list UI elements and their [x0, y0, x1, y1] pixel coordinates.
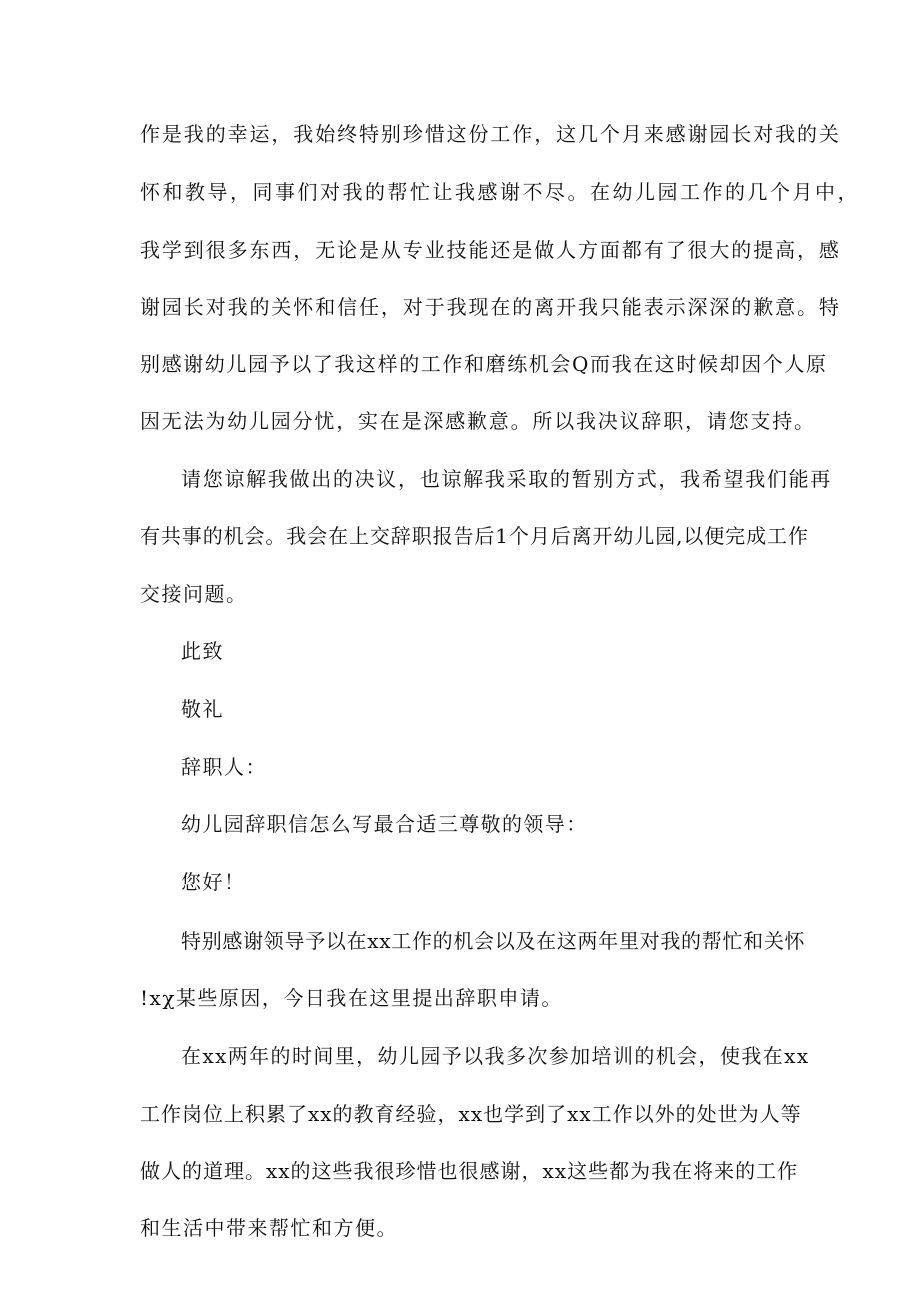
- text-line: 和生活中带来帮忙和方便。: [140, 1216, 398, 1240]
- text-line: 别感谢幼儿园予以了我这样的工作和磨练机会Q而我在这时候却因个人原: [140, 352, 828, 376]
- text-line: 有共事的机会。我会在上交辞职报告后1个月后离开幼儿园,以便完成工作: [140, 524, 809, 548]
- text-line: 请您谅解我做出的决议，也谅解我采取的暂别方式，我希望我们能再: [181, 467, 832, 491]
- section-heading: 幼儿园辞职信怎么写最合适三尊敬的领导：: [181, 812, 588, 836]
- text-line: 因无法为幼儿园分忧，实在是深感歉意。所以我决议辞职，请您支持。: [140, 409, 816, 433]
- text-line: 交接问题。: [140, 582, 248, 606]
- closing-line: 此致: [181, 639, 224, 663]
- text-line: 工作岗位上积累了xx的教育经验，xx也学到了xx工作以外的处世为人等: [140, 1102, 802, 1126]
- text-line: 我学到很多东西，无论是从专业技能还是做人方面都有了很大的提高，感: [140, 238, 841, 262]
- text-line: 特别感谢领导予以在xx工作的机会以及在这两年里对我的帮忙和关怀: [181, 929, 806, 953]
- text-line: 怀和教导，同事们对我的帮忙让我感谢不尽。在幼儿园工作的几个月中，: [140, 180, 860, 204]
- text-line: !xχ某些原因，今日我在这里提出辞职申请。: [140, 986, 563, 1010]
- closing-line: 敬礼: [181, 697, 224, 721]
- text-line: 作是我的幸运，我始终特别珍惜这份工作，这几个月来感谢园长对我的关: [140, 122, 841, 146]
- text-line: 在xx两年的时间里，幼儿园予以我多次参加培训的机会，使我在xx: [181, 1044, 810, 1068]
- signer-line: 辞职人：: [181, 755, 267, 779]
- text-line: 做人的道理。xx的这些我很珍惜也很感谢，xx这些都为我在将来的工作: [140, 1159, 799, 1183]
- greeting-line: 您好！: [181, 870, 246, 894]
- text-line: 谢园长对我的关怀和信任，对于我现在的离开我只能表示深深的歉意。特: [140, 295, 841, 319]
